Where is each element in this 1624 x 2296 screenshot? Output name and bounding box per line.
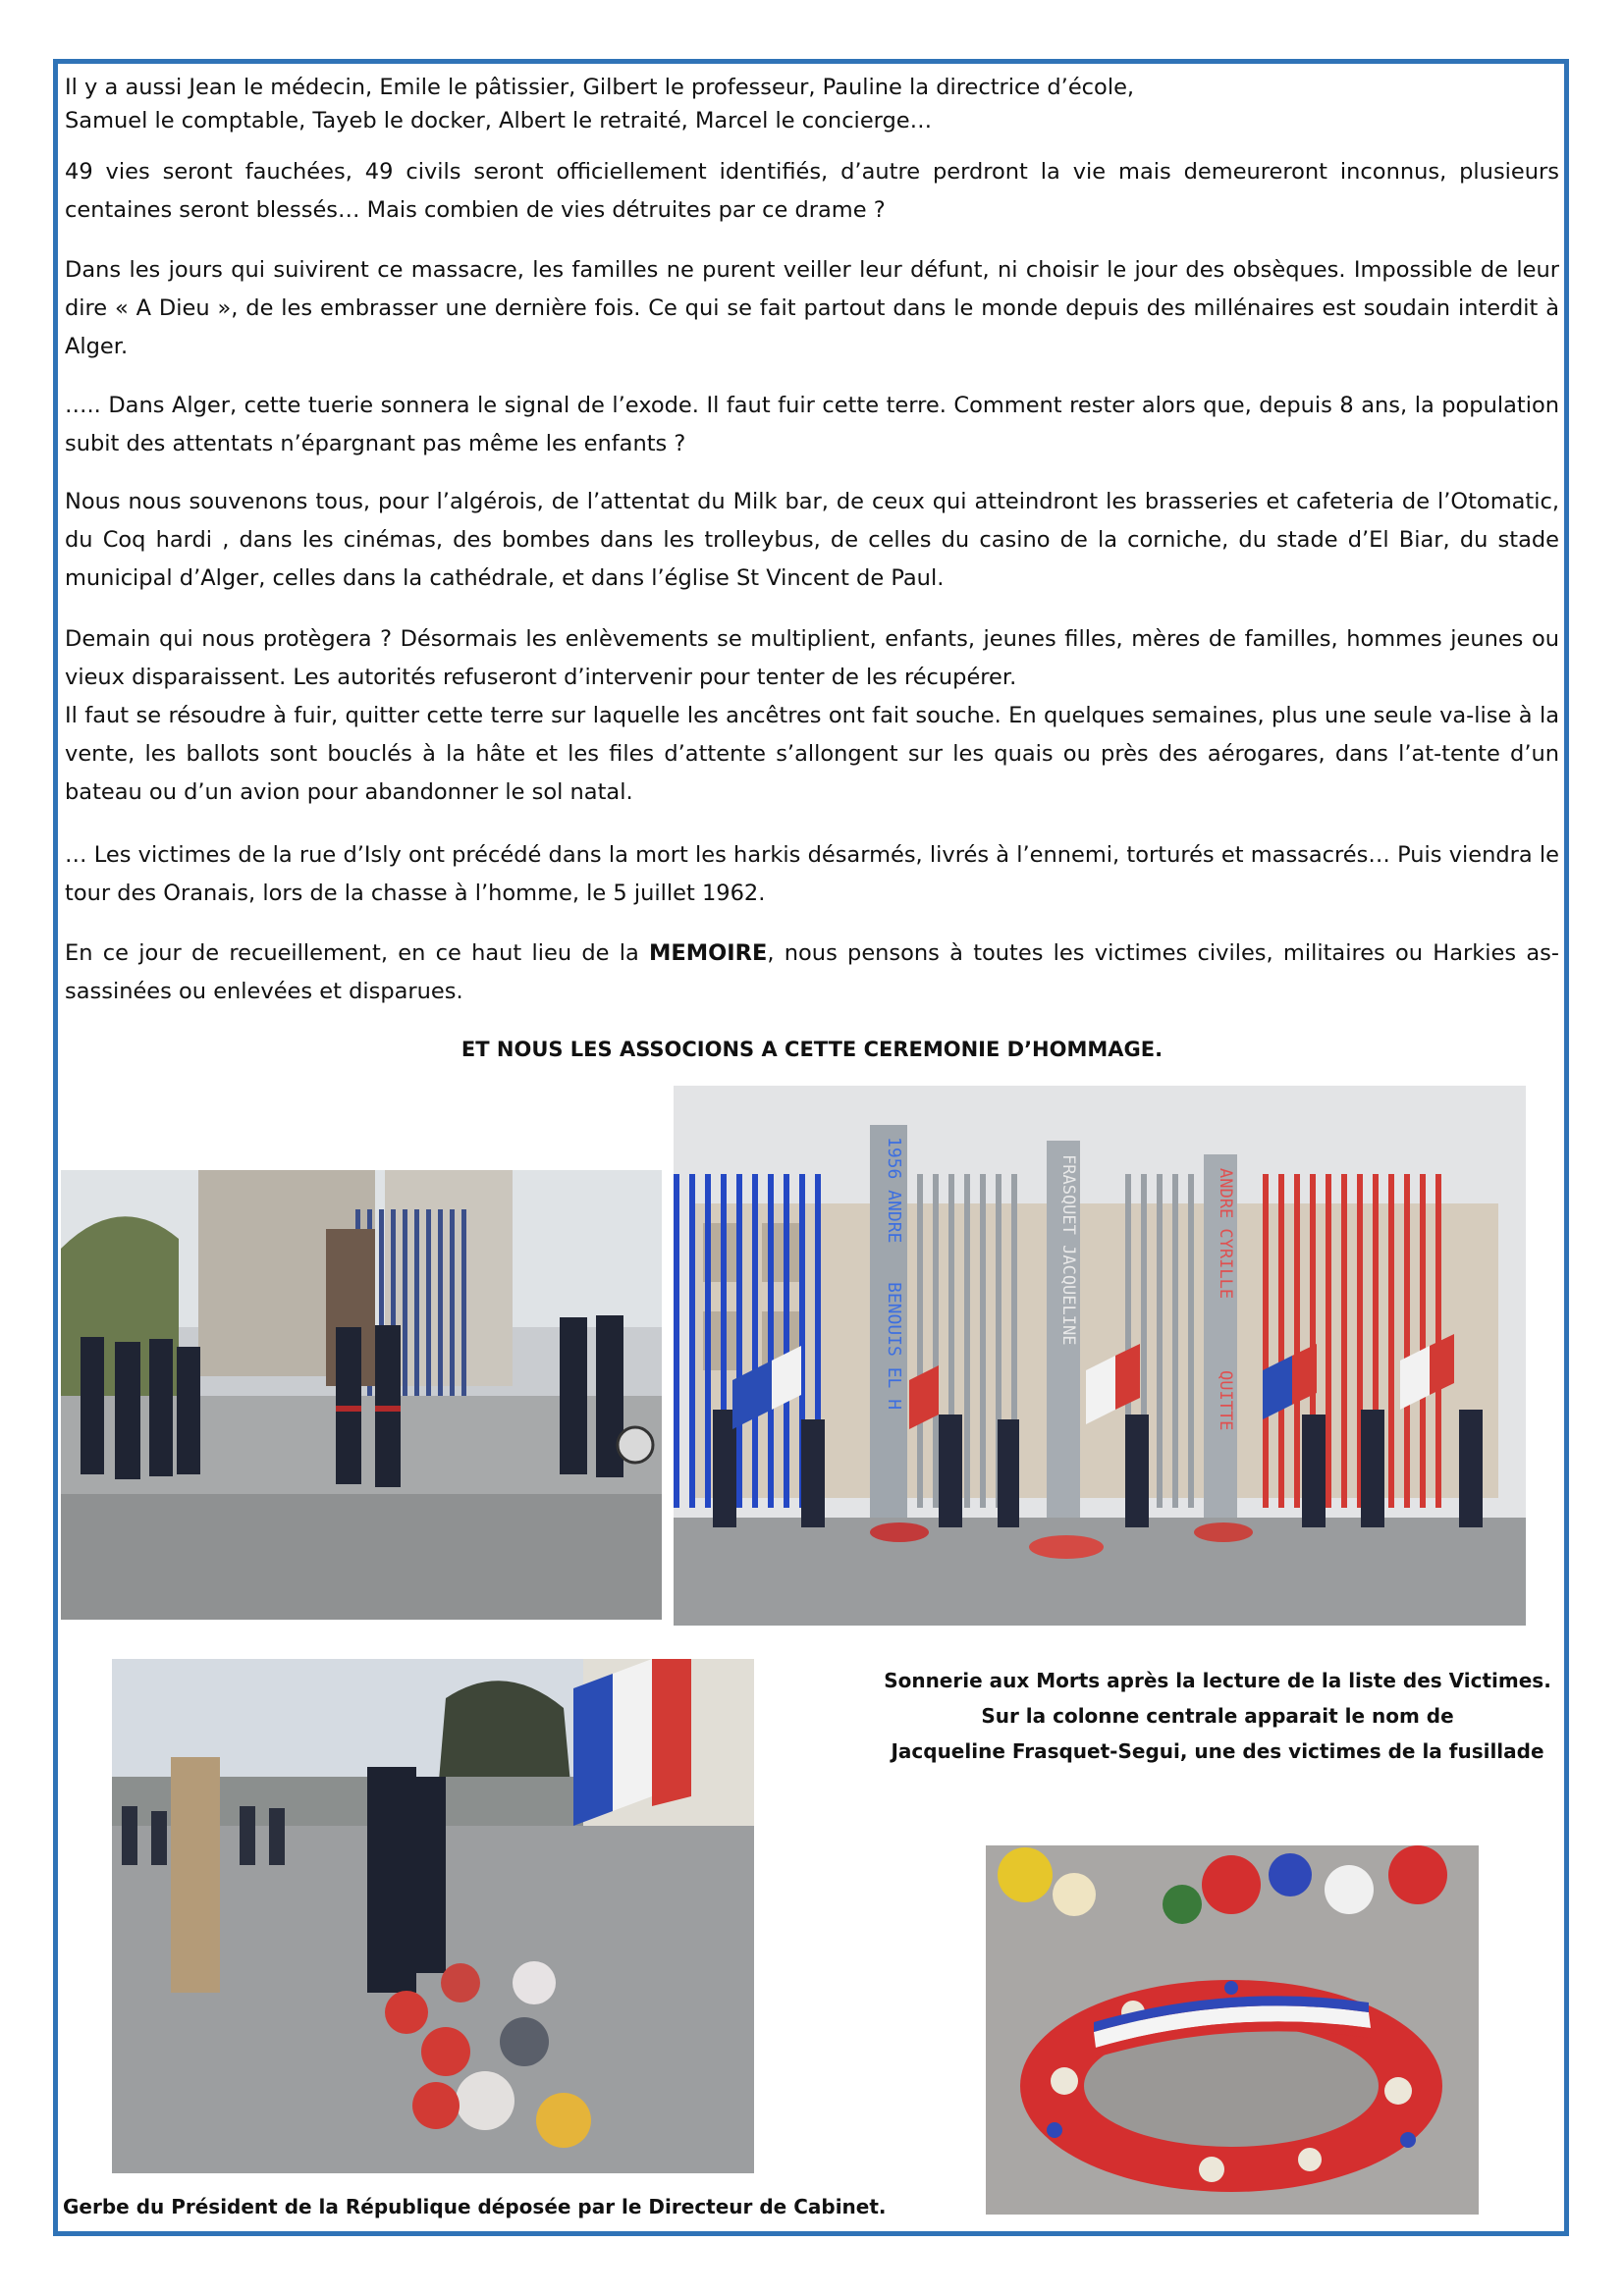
- paragraph-7: … Les victimes de la rue d’Isly ont précédé dans la mort les harkis désarmés, livrés à l’ennemi, torturés et massacrés… Puis viendra le tour des Oranais, lors de la chasse à l’homme, le 5 juillet 1962.: [65, 842, 1559, 906]
- photo-memorial-columns: [674, 1086, 1526, 1626]
- column-left-lower-name: BENOUIS EL H: [884, 1282, 904, 1411]
- column-right-lower-name: QUITTE: [1216, 1370, 1235, 1431]
- paragraph-2: 49 vies seront fauchées, 49 civils seront officiellement identifiés, d’autre perdront la vie mais demeureront inconnus, plusieurs centaines seront blessés… Mais combien de vies détruites par ce drame ?: [65, 159, 1559, 223]
- paragraph-6b: Il faut se résoudre à fuir, quitter cette terre sur laquelle les ancêtres ont fait souche. En quelques semaines, plus une seule va-lise à la vente, les ballots sont bouclés à la hâte et les files d’attente s’allongent sur les quais ou près des aérogares, dans l’at-tente d’un bateau ou d’un avion pour abandonner le sol natal.: [65, 703, 1559, 805]
- closing-line: ET NOUS LES ASSOCIONS A CETTE CEREMONIE D’HOMMAGE.: [460, 1038, 1164, 1061]
- photo-salute-ceremony: [61, 1170, 662, 1620]
- memoire-word: MEMOIRE: [649, 940, 768, 966]
- article-text: [65, 71, 1559, 137]
- paragraph-8: [65, 934, 1559, 1011]
- column-left-name: 1956 ANDRE: [884, 1137, 904, 1244]
- paragraph-1-line-1: Il y a aussi Jean le médecin, Emile le pâtissier, Gilbert le professeur, Pauline la directrice d’école,: [65, 75, 1135, 100]
- paragraph-8-end: , nous pensons à toutes les victimes civiles, militaires ou Harkies as-sassinées ou enlevées et disparues.: [65, 940, 1559, 1004]
- paragraph-5: Nous nous souvenons tous, pour l’algérois, de l’attentat du Milk bar, de ceux qui atteindront les brasseries et cafeteria de l’Otomatic, du Coq hardi , dans les cinémas, des bombes dans les trolleybus, de celles du casino de la corniche, du stade d’El Biar, du stade municipal d’Alger, celles dans la cathédrale, et dans l’église St Vincent de Paul.: [65, 489, 1559, 591]
- paragraph-8-start: En ce jour de recueillement, en ce haut lieu de la: [65, 940, 650, 966]
- caption-sonnerie-line-1: Sonnerie aux Morts après la lecture de la liste des Victimes.: [884, 1669, 1551, 1692]
- caption-gerbe: Gerbe du Président de la République déposée par le Directeur de Cabinet.: [63, 2195, 887, 2218]
- photo-wreath-closeup: [986, 1845, 1479, 2215]
- paragraph-1-line-2: Samuel le comptable, Tayeb le docker, Albert le retraité, Marcel le concierge…: [65, 108, 933, 133]
- caption-sonnerie-line-2: Sur la colonne centrale apparait le nom de: [981, 1704, 1454, 1728]
- paragraph-3: Dans les jours qui suivirent ce massacre, les familles ne purent veiller leur défunt, ni choisir le jour des obsèques. Impossible de leur dire « A Dieu », de les embrasser une dernière fois. Ce qui se fait partout dans le monde depuis des millénaires est soudain interdit à Alger.: [65, 257, 1559, 359]
- paragraph-4: ….. Dans Alger, cette tuerie sonnera le signal de l’exode. Il faut fuir cette terre. Comment rester alors que, depuis 8 ans, la population subit des attentats n’épargnant pas même les enfants ?: [65, 393, 1559, 456]
- photo-wreath-laying: [112, 1659, 754, 2173]
- column-center-name: FRASQUET JACQUELINE: [1058, 1154, 1078, 1346]
- caption-sonnerie: [884, 1663, 1551, 1769]
- caption-sonnerie-line-3: Jacqueline Frasquet-Segui, une des victimes de la fusillade: [891, 1739, 1544, 1763]
- column-right-name: ANDRE CYRILLE: [1216, 1168, 1235, 1300]
- paragraph-6a: Demain qui nous protègera ? Désormais les enlèvements se multiplient, enfants, jeunes filles, mères de familles, hommes jeunes ou vieux disparaissent. Les autorités refuseront d’intervenir pour tenter de les récupérer.: [65, 626, 1559, 690]
